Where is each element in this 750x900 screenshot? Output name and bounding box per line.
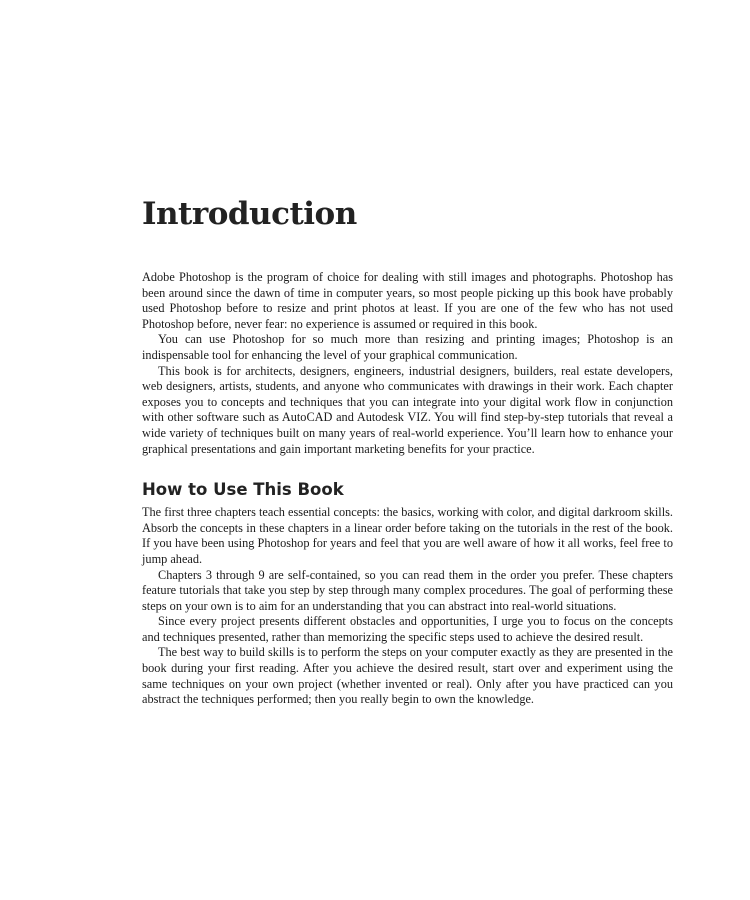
intro-paragraph: Adobe Photoshop is the program of choice for dealing with still images and photographs. Photoshop has been around since the dawn of time in computer years, so most people picking up this book have probably used Photoshop before to resize and print photos at least. If you are one of the few who has not used Photoshop before, never fear: no experience is assumed or required in this book. (142, 270, 673, 331)
intro-paragraph: This book is for architects, designers, engineers, industrial designers, builders, real estate developers, web designers, artists, students, and anyone who communicates with drawings in their work. Each chapter exposes you to concepts and techniques that you can integrate into your digital work flow in conjunction with other software such as AutoCAD and Autodesk VIZ. You will find step-by-step tutorials that reveal a wide variety of techniques built on many years of real-world experience. You’ll learn how to enhance your graphical presentations and gain important marketing benefits for your practice. (142, 363, 673, 456)
book-page (142, 196, 673, 708)
section-paragraph: The best way to build skills is to perform the steps on your computer exactly as they are presented in the book during your first reading. After you achieve the desired result, start over and experiment using the same techniques on your own project (whether invented or real). Only after you have practiced can you abstract the techniques performed; then you really begin to own the knowledge. (142, 645, 673, 707)
chapter-title: Introduction (142, 196, 357, 232)
section-body (142, 505, 673, 708)
intro-body (142, 270, 673, 457)
section-paragraph: The first three chapters teach essential concepts: the basics, working with color, and digital darkroom skills. Absorb the concepts in these chapters in a linear order before taking on the tutorials in the rest of the book. If you have been using Photoshop for years and feel that you are well aware of how it all works, feel free to jump ahead. (142, 505, 673, 566)
section-paragraph: Since every project presents different obstacles and opportunities, I urge you to focus on the concepts and techniques presented, rather than memorizing the specific steps used to achieve the desired result. (142, 614, 673, 644)
section-paragraph: Chapters 3 through 9 are self-contained, so you can read them in the order you prefer. These chapters feature tutorials that take you step by step through many complex procedures. The goal of performing these steps on your own is to aim for an understanding that you can abstract into real-world situations. (142, 567, 673, 613)
intro-paragraph: You can use Photoshop for so much more than resizing and printing images; Photoshop is an indispensable tool for enhancing the level of your graphical communication. (142, 332, 673, 362)
section-heading: How to Use This Book (142, 480, 344, 500)
